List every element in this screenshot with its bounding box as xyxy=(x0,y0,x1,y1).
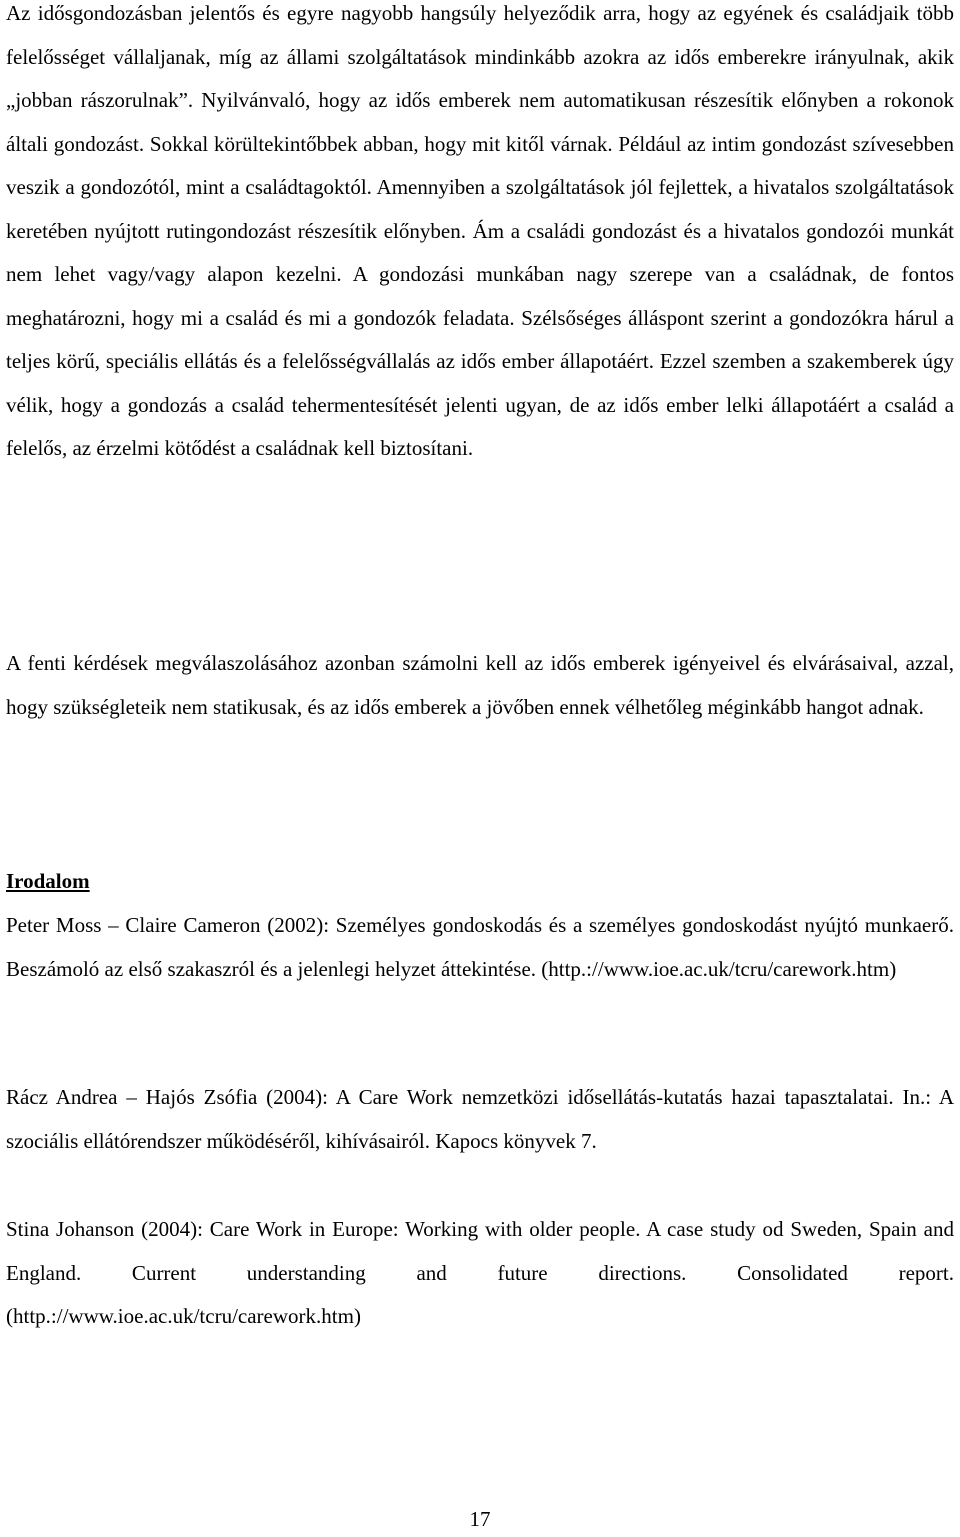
page-number: 17 xyxy=(469,1507,491,1531)
reference-item-3: Stina Johanson (2004): Care Work in Europe: Working with older people. A case study od Sweden, Spain and England. Current understanding and future directions. Consolidated report. (http.://www.ioe.ac.uk/tcru/carework.htm) xyxy=(6,1217,954,1328)
body-paragraph-2: A fenti kérdések megválaszolásához azonban számolni kell az idős emberek igényeivel és elvárásaival, azzal, hogy szükségleteik nem statikusak, és az idős emberek a jövőben ennek vélhetőleg méginkább hangot adnak. xyxy=(6,651,954,719)
reference-item-1: Peter Moss – Claire Cameron (2002): Személyes gondoskodás és a személyes gondoskodást nyújtó munkaerő. Beszámoló az első szakaszról és a jelenlegi helyzet áttekintése. (http.://www.ioe.ac.uk/tcru/carework.htm) xyxy=(6,913,954,981)
reference-item-2: Rácz Andrea – Hajós Zsófia (2004): A Care Work nemzetközi idősellátás-kutatás hazai tapasztalatai. In.: A szociális ellátórendszer működéséről, kihívásairól. Kapocs könyvek 7. xyxy=(6,1085,954,1153)
literature-heading: Irodalom xyxy=(6,869,90,893)
body-paragraph-1: Az idősgondozásban jelentős és egyre nagyobb hangsúly helyeződik arra, hogy az egyének és családjaik több felelősséget vállaljanak, míg az állami szolgáltatások mindinkább azokra az idős emberekre irányulnak, akik „jobban rászorulnak”. Nyilvánvaló, hogy az idős emberek nem automatikusan részesítik előnyben a rokonok általi gondozást. Sokkal körültekintőbbek abban, hogy mit kitől várnak. Például az intim gondozást szívesebben veszik a gondozótól, mint a családtagoktól. Amennyiben a szolgáltatások jól fejlettek, a hivatalos szolgáltatások keretében nyújtott rutingondozást részesítik előnyben. Ám a családi gondozást és a hivatalos gondozói munkát nem lehet vagy/vagy alapon kezelni. A gondozási munkában nagy szerepe van a családnak, de fontos meghatározni, hogy mi a család és mi a gondozók feladata. Szélsőséges álláspont szerint a gondozókra hárul a teljes körű, speciális ellátás és a felelősségvállalás az idős ember állapotáért. Ezzel szemben a szakemberek úgy vélik, hogy a gondozás a család tehermentesítését jelenti ugyan, de az idős ember lelki állapotáért a család a felelős, az érzelmi kötődést a családnak kell biztosítani. xyxy=(6,1,954,460)
